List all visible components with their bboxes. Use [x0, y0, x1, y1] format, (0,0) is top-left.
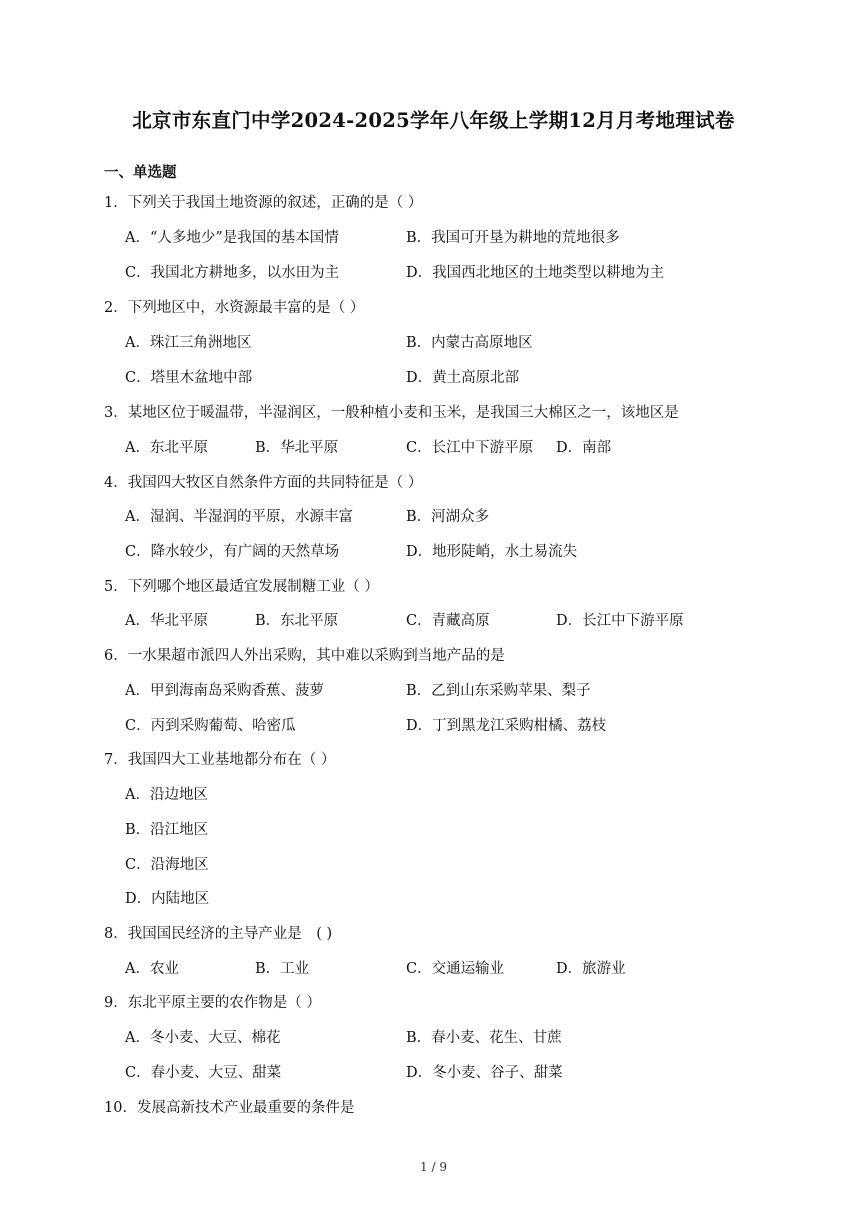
- section-heading: 一、单选题: [104, 164, 177, 181]
- option-d: D．长江中下游平原: [556, 613, 684, 629]
- question-stem: 2．下列地区中，水资源最丰富的是（ ）: [104, 300, 365, 316]
- option-b: B．内蒙古高原地区: [406, 335, 533, 351]
- option-b: B．工业: [255, 961, 310, 977]
- option-b: B．河湖众多: [406, 509, 490, 525]
- option-a: A．农业: [125, 961, 179, 977]
- option-d: D．我国西北地区的土地类型以耕地为主: [406, 265, 665, 281]
- option-a: A．冬小麦、大豆、棉花: [125, 1030, 281, 1046]
- option-d: D．南部: [556, 440, 612, 456]
- option-c: C．我国北方耕地多，以水田为主: [125, 265, 340, 281]
- question-stem: 7．我国四大工业基地都分布在（ ）: [104, 752, 336, 768]
- option-a: A．湿润、半湿润的平原，水源丰富: [125, 509, 353, 525]
- option-b: B．我国可开垦为耕地的荒地很多: [406, 230, 620, 246]
- option-b: B．春小麦、花生、甘蔗: [406, 1030, 562, 1046]
- option-d: D．丁到黑龙江采购柑橘、荔枝: [406, 718, 607, 734]
- option-b: B．乙到山东采购苹果、梨子: [406, 683, 591, 699]
- option-d: D．旅游业: [556, 961, 626, 977]
- option-c: C．沿海地区: [125, 857, 209, 873]
- option-c: C．交通运输业: [406, 961, 505, 977]
- option-d: D．黄土高原北部: [406, 370, 520, 386]
- question-stem: 8．我国国民经济的主导产业是 ( ): [104, 926, 333, 942]
- question-stem: 10．发展高新技术产业最重要的条件是: [104, 1100, 355, 1116]
- option-a: A．“人多地少”是我国的基本国情: [125, 230, 339, 246]
- option-a: A．沿边地区: [125, 787, 208, 803]
- option-b: B．华北平原: [255, 440, 339, 456]
- question-stem: 6．一水果超市派四人外出采购，其中难以采购到当地产品的是: [104, 648, 505, 664]
- option-a: A．华北平原: [125, 613, 208, 629]
- option-b: B．沿江地区: [125, 822, 209, 838]
- page-number: 1 / 9: [420, 1160, 447, 1174]
- page-title: 北京市东直门中学2024-2025学年八年级上学期12月月考地理试卷: [132, 109, 735, 132]
- option-a: A．珠江三角洲地区: [125, 335, 252, 351]
- question-stem: 1．下列关于我国土地资源的叙述，正确的是（ ）: [104, 195, 423, 211]
- option-c: C．春小麦、大豆、甜菜: [125, 1065, 282, 1081]
- question-stem: 4．我国四大牧区自然条件方面的共同特征是（ ）: [104, 475, 423, 491]
- option-c: C．降水较少，有广阔的天然草场: [125, 544, 340, 560]
- option-d: D．冬小麦、谷子、甜菜: [406, 1065, 563, 1081]
- option-d: D．内陆地区: [125, 891, 210, 907]
- option-c: C．丙到采购葡萄、哈密瓜: [125, 718, 296, 734]
- option-c: C．青藏高原: [406, 613, 490, 629]
- option-d: D．地形陡峭，水土易流失: [406, 544, 578, 560]
- option-c: C．塔里木盆地中部: [125, 370, 253, 386]
- option-a: A．东北平原: [125, 440, 208, 456]
- option-a: A．甲到海南岛采购香蕉、菠萝: [125, 683, 324, 699]
- question-stem: 3．某地区位于暖温带，半湿润区，一般种植小麦和玉米，是我国三大棉区之一，该地区是: [104, 405, 679, 421]
- option-b: B．东北平原: [255, 613, 339, 629]
- option-c: C．长江中下游平原: [406, 440, 534, 456]
- question-stem: 9．东北平原主要的农作物是（ ）: [104, 995, 321, 1011]
- question-stem: 5．下列哪个地区最适宜发展制糖工业（ ）: [104, 579, 379, 595]
